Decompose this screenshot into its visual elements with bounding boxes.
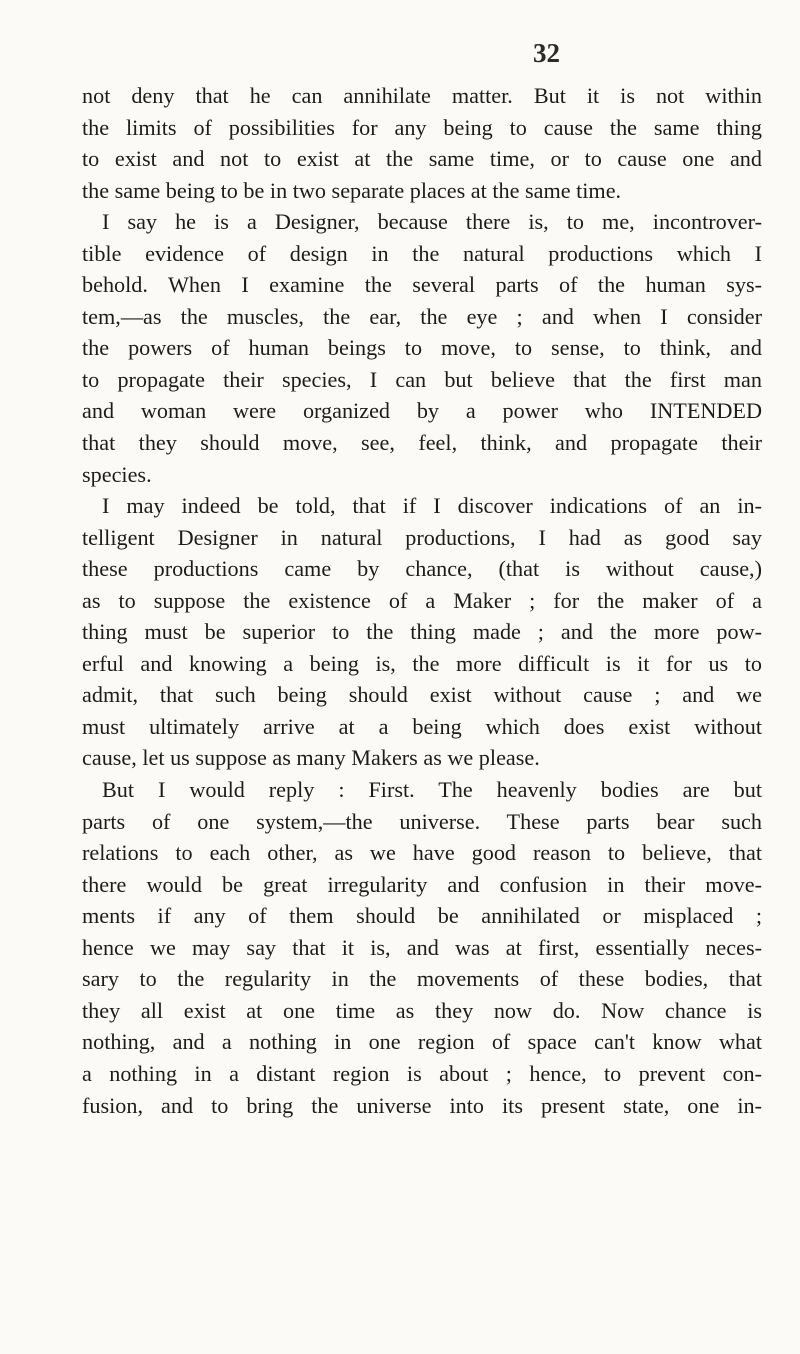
text-line: these productions came by chance, (that is without cause,): [82, 556, 762, 582]
body-text: [82, 80, 762, 1121]
text-line: not deny that he can annihilate matter. But it is not within: [82, 83, 762, 108]
text-line: that they should move, see, feel, think, and propagate their: [82, 430, 762, 456]
text-line: the powers of human beings to move, to sense, to think, and: [82, 335, 762, 361]
text-line: tible evidence of design in the natural productions which I: [82, 240, 762, 266]
text-line: nothing, and a nothing in one region of space can't know what: [82, 1029, 762, 1055]
text-line: ments if any of them should be annihilated or misplaced ;: [82, 903, 762, 929]
text-line: tem,—as the muscles, the ear, the eye ; and when I consider: [82, 303, 762, 329]
text-line: species.: [82, 461, 152, 487]
text-line: hence we may say that it is, and was at first, essentially neces-: [82, 934, 762, 960]
text-line: and woman were organized by a power who INTENDED: [82, 398, 762, 424]
text-line: the limits of possibilities for any being to cause the same thing: [82, 114, 762, 140]
text-line: telligent Designer in natural productions, I had as good say: [82, 524, 762, 550]
text-line: cause, let us suppose as many Makers as we please.: [82, 745, 540, 771]
text-line: to propagate their species, I can but believe that the first man: [82, 366, 762, 392]
text-line: I may indeed be told, that if I discover indications of an in-: [102, 493, 762, 519]
text-line: admit, that such being should exist without cause ; and we: [82, 682, 762, 708]
text-line: I say he is a Designer, because there is, to me, incontrover-: [102, 209, 762, 235]
text-line: erful and knowing a being is, the more difficult is it for us to: [82, 650, 762, 676]
text-line: behold. When I examine the several parts of the human sys-: [82, 272, 762, 298]
text-line: to exist and not to exist at the same time, or to cause one and: [82, 146, 762, 172]
text-line: as to suppose the existence of a Maker ; for the maker of a: [82, 587, 762, 613]
text-line: parts of one system,—the universe. These parts bear such: [82, 808, 762, 834]
text-line: thing must be superior to the thing made ; and the more pow-: [82, 619, 762, 645]
text-line: sary to the regularity in the movements of these bodies, that: [82, 966, 762, 992]
text-line: must ultimately arrive at a being which does exist without: [82, 713, 762, 739]
text-line: But I would reply : First. The heavenly bodies are but: [102, 777, 762, 803]
text-line: relations to each other, as we have good reason to believe, that: [82, 840, 762, 866]
text-line: fusion, and to bring the universe into its present state, one in-: [82, 1092, 762, 1118]
text-line: the same being to be in two separate places at the same time.: [82, 177, 622, 203]
text-line: there would be great irregularity and confusion in their move-: [82, 871, 762, 897]
text-line: a nothing in a distant region is about ; hence, to prevent con-: [82, 1060, 762, 1086]
page-number: 32: [533, 38, 560, 68]
text-line: they all exist at one time as they now do. Now chance is: [82, 997, 762, 1023]
